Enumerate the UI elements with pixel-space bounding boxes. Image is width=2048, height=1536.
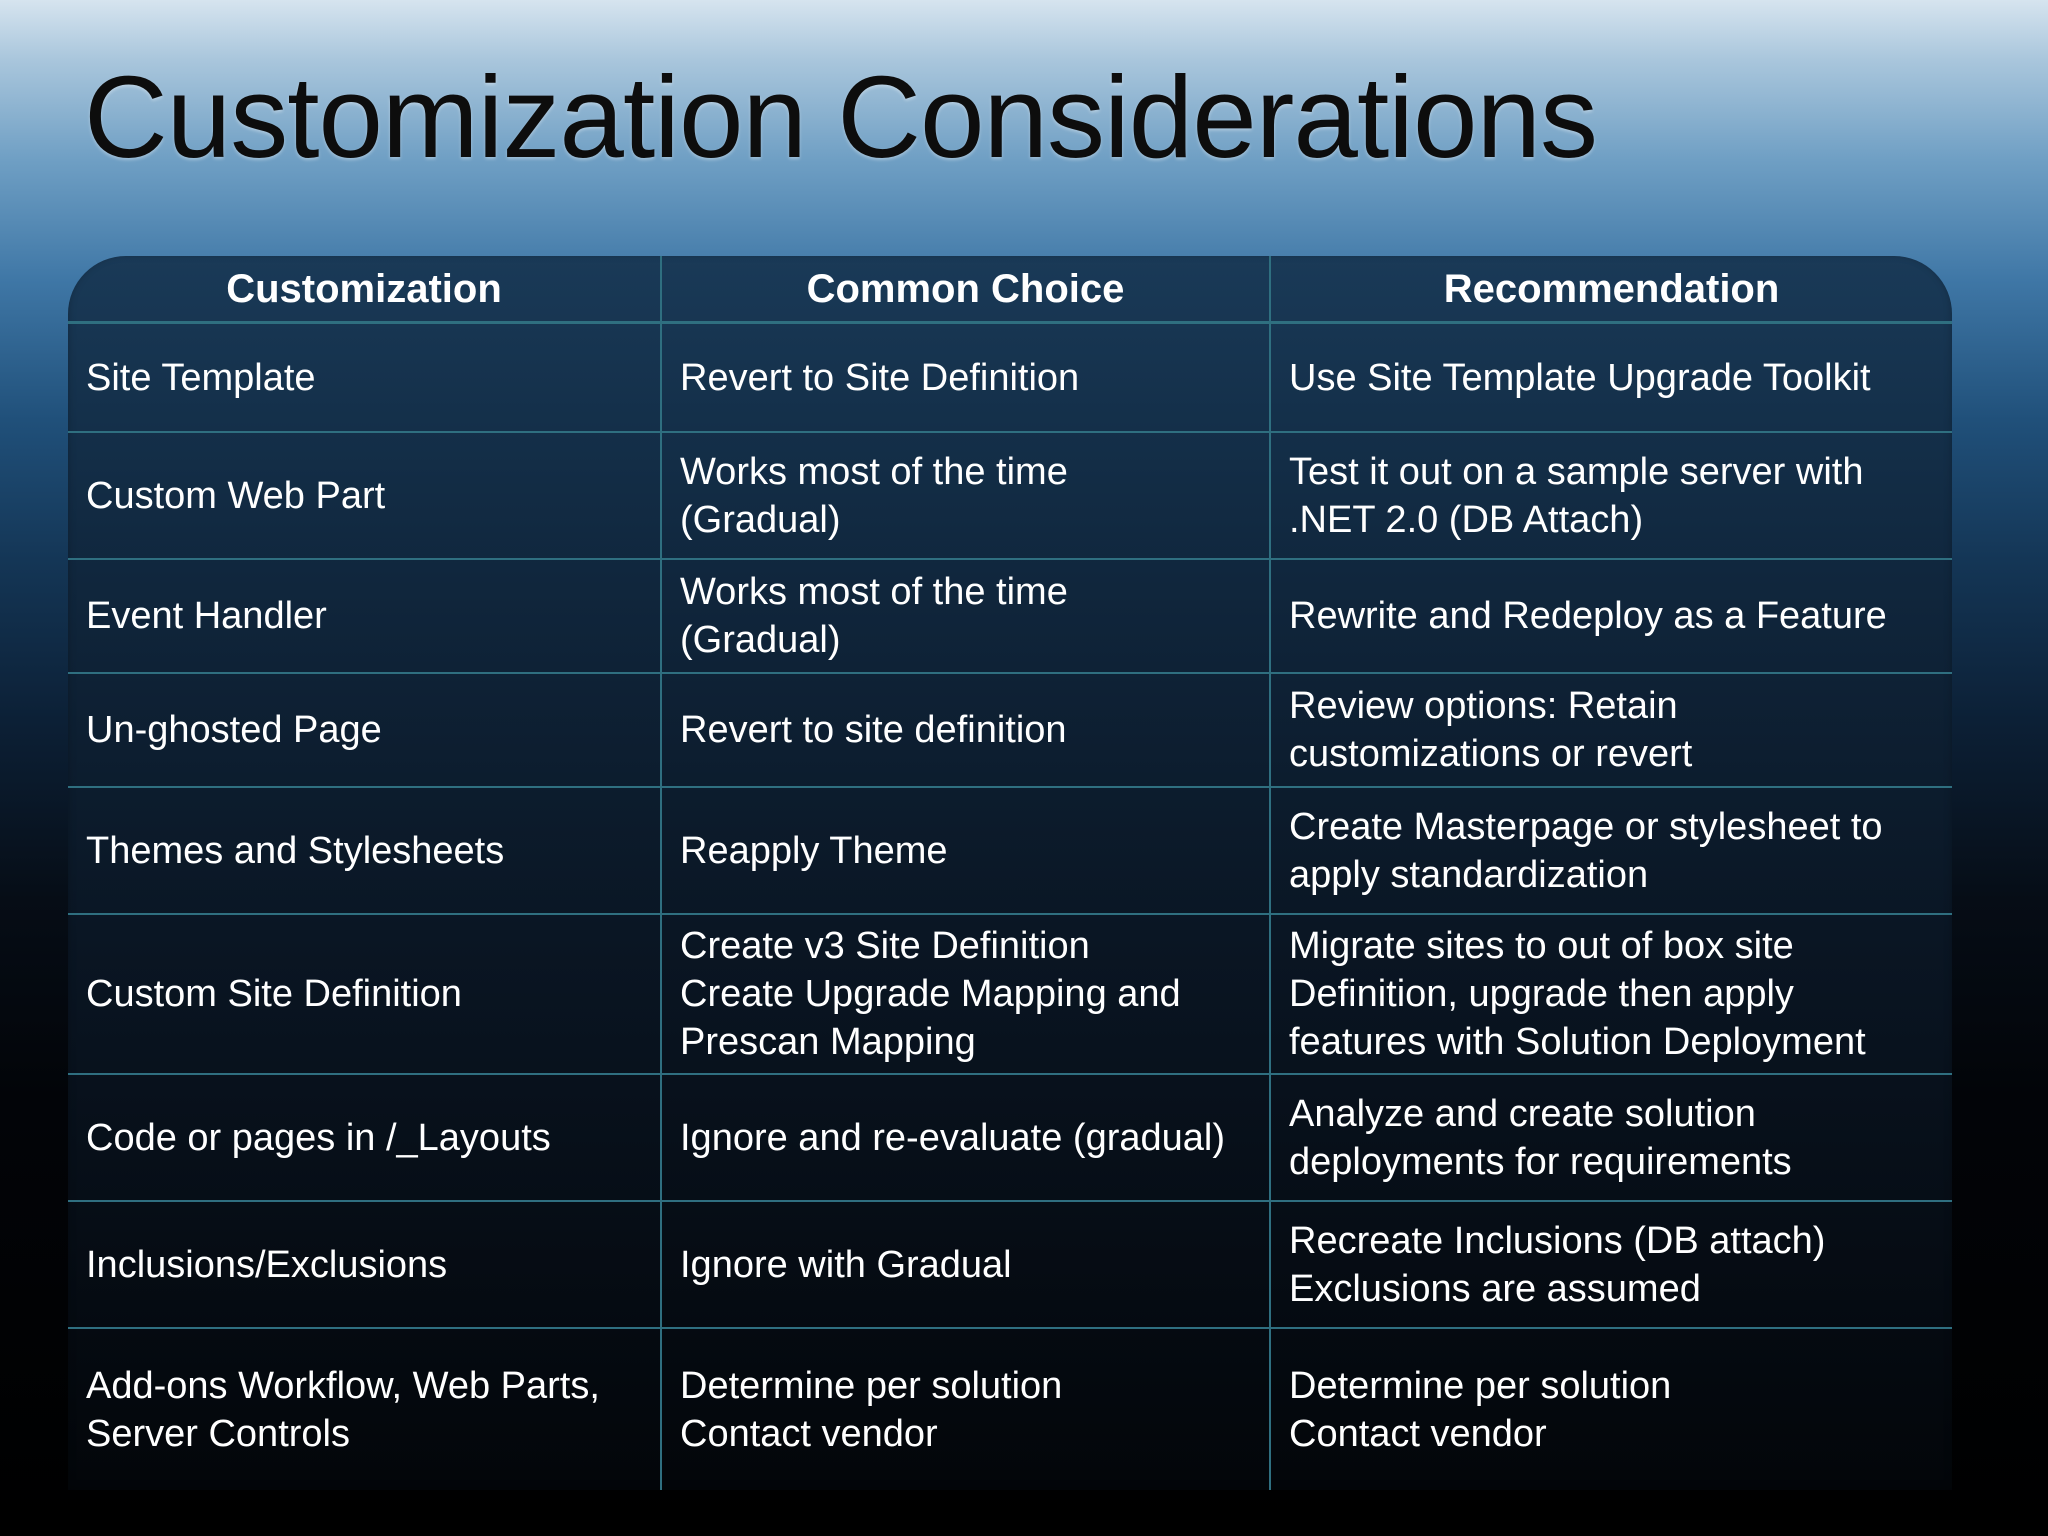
table-cell-recommendation: Create Masterpage or stylesheet to apply standardization xyxy=(1271,788,1952,915)
table-cell-recommendation: Rewrite and Redeploy as a Feature xyxy=(1271,560,1952,674)
table-cell-recommendation: Use Site Template Upgrade Toolkit xyxy=(1271,324,1952,433)
table-cell-recommendation: Test it out on a sample server with .NET 2.0 (DB Attach) xyxy=(1271,433,1952,560)
table-cell-common-choice: Works most of the time (Gradual) xyxy=(662,433,1271,560)
table-cell-customization: Code or pages in /_Layouts xyxy=(68,1075,662,1202)
table-cell-common-choice: Determine per solution Contact vendor xyxy=(662,1329,1271,1490)
table-cell-recommendation: Review options: Retain customizations or revert xyxy=(1271,674,1952,788)
header-common-choice: Common Choice xyxy=(662,256,1271,324)
table-cell-customization: Site Template xyxy=(68,324,662,433)
table-cell-customization: Custom Web Part xyxy=(68,433,662,560)
header-recommendation: Recommendation xyxy=(1271,256,1952,324)
table-cell-customization: Themes and Stylesheets xyxy=(68,788,662,915)
table-cell-common-choice: Ignore and re-evaluate (gradual) xyxy=(662,1075,1271,1202)
table-cell-common-choice: Revert to Site Definition xyxy=(662,324,1271,433)
table-cell-common-choice: Revert to site definition xyxy=(662,674,1271,788)
table-cell-common-choice: Ignore with Gradual xyxy=(662,1202,1271,1329)
table-cell-customization: Inclusions/Exclusions xyxy=(68,1202,662,1329)
table-cell-customization: Event Handler xyxy=(68,560,662,674)
table-cell-customization: Custom Site Definition xyxy=(68,915,662,1075)
table-cell-common-choice: Create v3 Site Definition Create Upgrade Mapping and Prescan Mapping xyxy=(662,915,1271,1075)
table-cell-recommendation: Determine per solution Contact vendor xyxy=(1289,1364,1672,1455)
table-cell-recommendation: Recreate Inclusions (DB attach) Exclusions are assumed xyxy=(1271,1202,1952,1329)
slide-title: Customization Considerations xyxy=(84,52,1597,182)
table-cell-customization: Un-ghosted Page xyxy=(68,674,662,788)
table-grid xyxy=(68,256,1952,1490)
table-cell-customization: Add-ons Workflow, Web Parts, Server Controls xyxy=(68,1329,662,1490)
table-cell-common-choice: Reapply Theme xyxy=(662,788,1271,915)
considerations-table xyxy=(68,256,1952,1490)
table-cell-recommendation: Migrate sites to out of box site Definition, upgrade then apply features with Solution Deployment xyxy=(1271,915,1952,1075)
header-customization: Customization xyxy=(68,256,662,324)
table-cell-recommendation: Analyze and create solution deployments for requirements xyxy=(1271,1075,1952,1202)
table-cell-common-choice: Works most of the time (Gradual) xyxy=(662,560,1271,674)
